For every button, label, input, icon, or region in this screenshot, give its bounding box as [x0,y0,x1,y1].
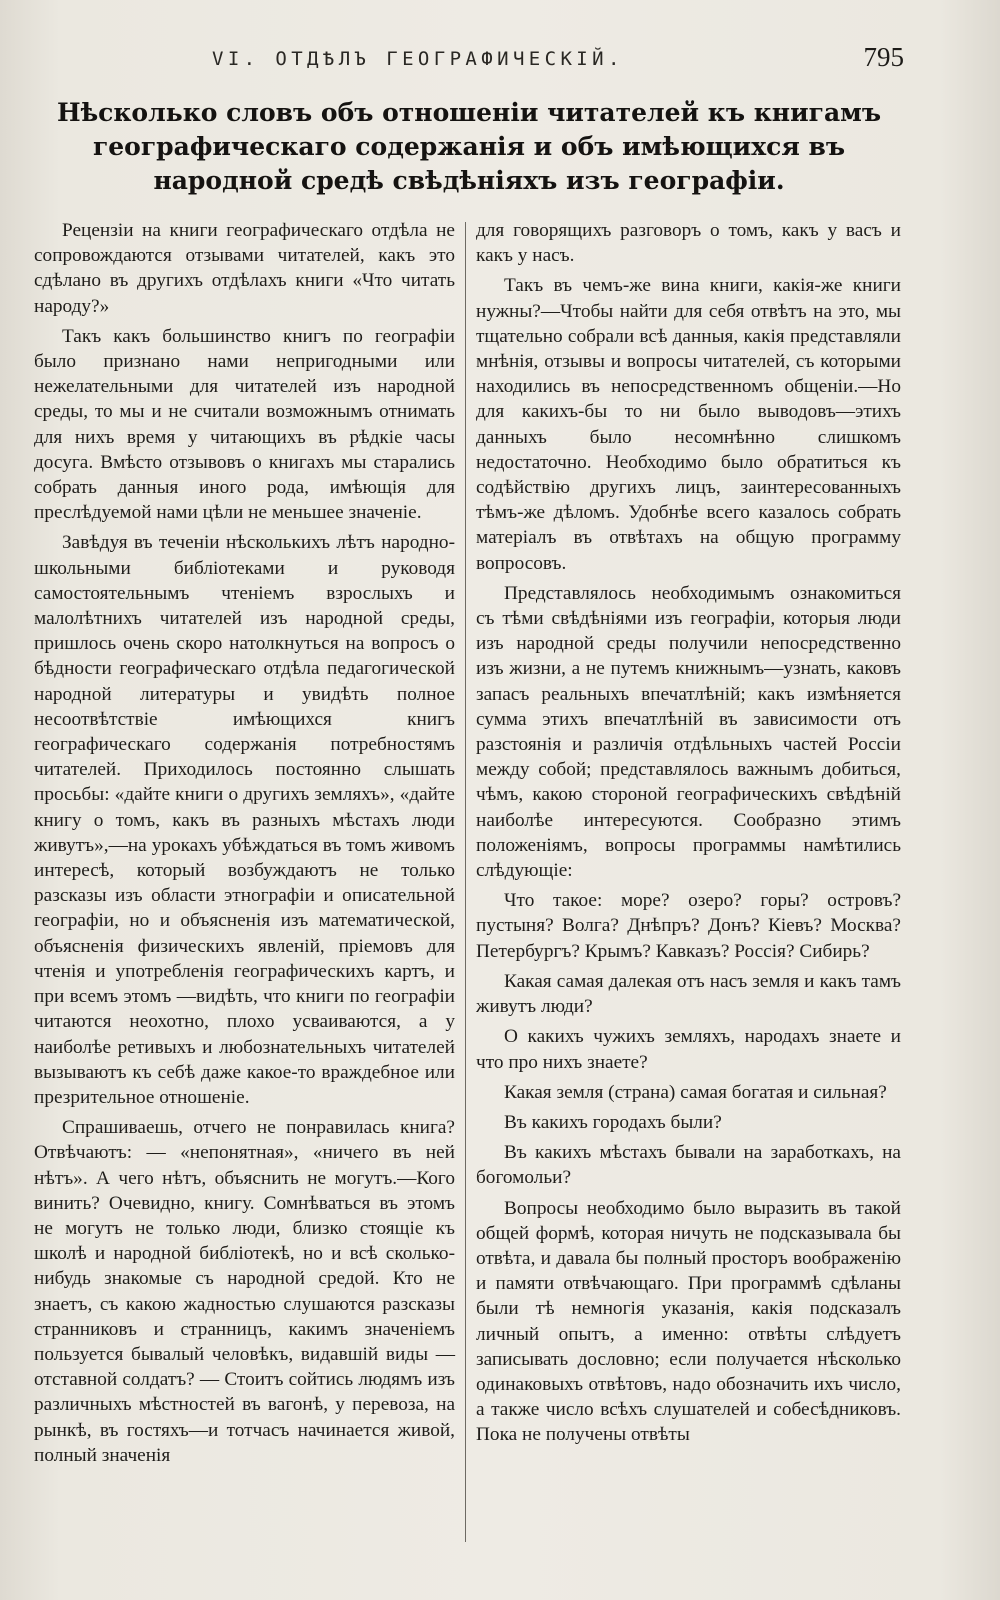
paragraph: Представлялось необходимымъ ознакомиться съ тѣми свѣдѣніями изъ географіи, которыя люди изъ народной среды получили непосредственно изъ жизни, а не путемъ книжнымъ—узнать, каковъ запасъ реальныхъ впечатлѣній; какъ измѣняется сумма этихъ впечатлѣній въ зависимости отъ разстоянія и различія отдѣльныхъ частей Россіи между собой; представлялось важнымъ добиться, чѣмъ, какою стороной географическихъ свѣдѣній наиболѣе интересуются. Сообразно этимъ положеніямъ, вопросы программы намѣтились слѣдующіе: [476,582,901,882]
paragraph: Такъ въ чемъ-же вина книги, какія-же книги нужны?—Чтобы найти для себя отвѣтъ на это, мы тщательно собрали всѣ данныя, какія представляли мнѣнія, отзывы и вопросы читателей, съ которыми находились въ непосредственномъ общеніи.—Но для какихъ-бы то ни было выводовъ—этихъ данныхъ было несомнѣнно слишкомъ недостаточно. Необходимо было обратиться къ содѣйствію другихъ лицъ, заинтересованныхъ тѣмъ-же дѣломъ. Удобнѣе всего казалось собрать матеріалъ въ отвѣтахъ на общую программу вопросовъ. [476,275,901,574]
question-item: Въ какихъ городахъ были? [504,1111,722,1133]
paragraph: Вопросы необходимо было выразить въ такой общей формѣ, которая ничуть не подсказывала бы отвѣта, и давала бы полный просторъ воображенію и памяти отвѣчающаго. При программѣ сдѣланы были тѣ немногія указанія, какія подсказалъ личный опытъ, а именно: отвѣты слѣдуетъ записывать дословно; если получается нѣсколько одинаковыхъ отвѣтовъ, надо обозначить ихъ число, а также число всѣхъ слушателей и собесѣдниковъ. Пока не получены отвѣты [476,1197,901,1446]
section-title: VI. ОТДѢЛЪ ГЕОГРАФИЧЕСКІЙ. [212,48,624,70]
left-column [34,218,455,1473]
question-item: Какая самая далекая отъ насъ земля и какъ тамъ живутъ люди? [476,970,901,1018]
question-item: О какихъ чужихъ земляхъ, народахъ знаете и что про нихъ знаете? [476,1026,901,1073]
paragraph: Завѣдуя въ теченіи нѣсколькихъ лѣтъ народно-школьными библіотеками и руководя самостоятельнымъ чтеніемъ взрослыхъ и малолѣтнихъ читателей изъ народной среды, пришлось очень скоро натолкнуться на вопросъ о бѣдности географическаго отдѣла педагогической народной литературы и увидѣть полное несоотвѣтствіе имѣющихся книгъ географическаго содержанія потребностямъ читателей. Приходилось постоянно слышать просьбы: «дайте книги о другихъ земляхъ», «дайте книгу о томъ, какъ въ разныхъ мѣстахъ люди живутъ»,—на урокахъ убѣждаться въ томъ живомъ интересѣ, который возбуждаютъ не только разсказы изъ области этнографіи и описательной географіи, но и объясненія изъ математической, объясненія физическихъ явленій, пріемовъ для чтенія и употребленія географическихъ картъ, и при всемъ этомъ —видѣть, что книги по географіи читаются неохотно, плохо усваиваются, а у наиболѣе ретивыхъ и любознательныхъ читателей вызываютъ къ себѣ даже какое-то враждебное или презрительное отношеніе. [34,532,455,1108]
paragraph-continuation: для говорящихъ разговоръ о томъ, какъ у васъ и какъ у насъ. [476,220,901,267]
article-title: Нѣсколько словъ объ отношеніи читателей къ книгамъ географическаго содержанія и объ имѣющихся въ народной средѣ свѣдѣніяхъ изъ географіи. [56,98,882,195]
question-item: Что такое: море? озеро? горы? островъ? пустыня? Волга? Днѣпръ? Донъ? Кіевъ? Москва? Петербургъ? Крымъ? Кавказъ? Россія? Сибирь? [476,890,901,962]
running-head [0,42,1000,82]
column-divider [465,222,466,1542]
paragraph: Рецензіи на книги географическаго отдѣла не сопровождаются отзывами читателей, какъ это сдѣлано въ другихъ отдѣлахъ книги «Что читать народу?» [34,220,455,317]
right-column [476,218,901,1453]
question-item: Въ какихъ мѣстахъ бывали на заработкахъ, на богомольи? [476,1142,901,1189]
paragraph: Спрашиваешь, отчего не понравилась книга? Отвѣчаютъ: — «непонятная», «ничего въ ней нѣтъ». А чего нѣтъ, объяснить не могутъ.—Кого винить? Очевидно, книгу. Сомнѣваться въ этомъ не могутъ не только люди, близко стоящіе къ школѣ и народной библіотекѣ, но и всѣ сколько-нибудь знакомые съ народной средой. Кто не знаетъ, съ какою жадностью слушаются разсказы странниковъ и странницъ, какимъ значеніемъ пользуется бывалый человѣкъ, видавшій виды — отставной солдатъ? — Стоитъ сойтись людямъ изъ различныхъ мѣстностей въ вагонѣ, у перевоза, на рынкѣ, въ гостяхъ—и тотчасъ начинается живой, полный значенія [34,1117,455,1466]
paragraph: Такъ какъ большинство книгъ по географіи было признано нами непригодными или нежелательными для читателей изъ народной среды, то мы и не считали возможнымъ отнимать для нихъ время у читающихъ въ рѣдкіе часы досуга. Вмѣсто отзывовъ о книгахъ мы старались собрать данныя иного рода, имѣющія для преслѣдуемой нами цѣли не меньшее значеніе. [34,325,455,524]
page-number: 795 [863,42,904,72]
question-item: Какая земля (страна) самая богатая и сильная? [504,1081,887,1103]
